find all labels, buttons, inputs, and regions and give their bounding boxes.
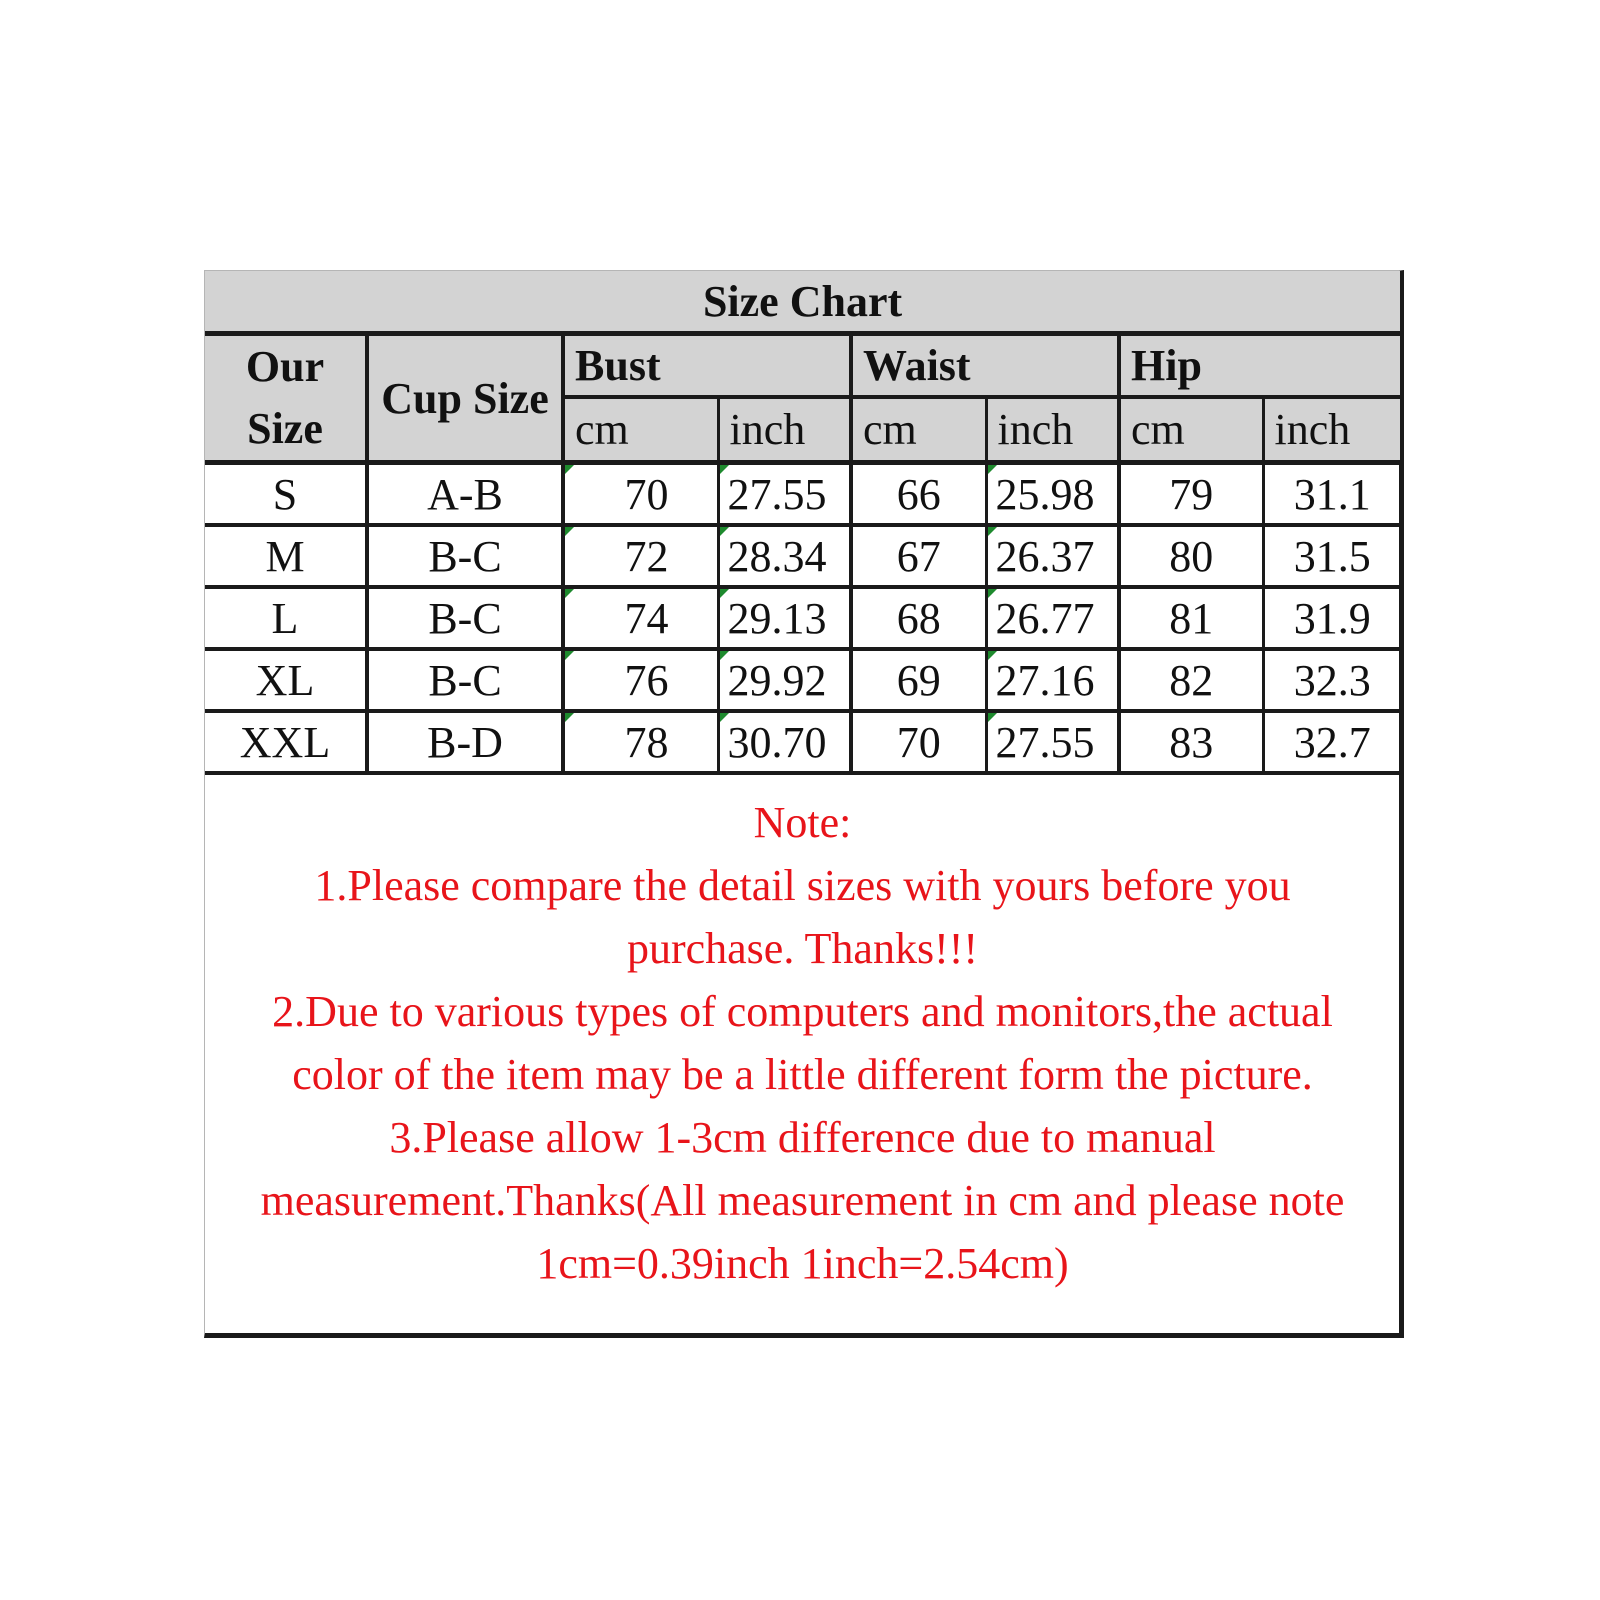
cell-bust-cm: 76 (563, 649, 718, 711)
cell-waist-inch: 27.16 (986, 649, 1119, 711)
note-heading: Note: (753, 798, 852, 847)
cell-hip-inch: 32.3 (1263, 649, 1400, 711)
table-row-xxl (205, 711, 1400, 773)
header-bust-cm: cm (563, 397, 718, 463)
cell-hip-cm: 80 (1119, 525, 1263, 587)
note-line: 1cm=0.39inch 1inch=2.54cm) (536, 1239, 1069, 1288)
cell-hip-cm: 83 (1119, 711, 1263, 773)
header-waist: Waist (851, 334, 1119, 397)
cell-bust-inch: 29.92 (718, 649, 851, 711)
cell-bust-cm: 74 (563, 587, 718, 649)
cell-hip-inch: 31.5 (1263, 525, 1400, 587)
table-title: Size Chart (205, 271, 1400, 334)
cell-waist-cm: 68 (851, 587, 986, 649)
cell-waist-cm: 67 (851, 525, 986, 587)
note-line: purchase. Thanks!!! (626, 924, 979, 973)
cell-waist-inch: 25.98 (986, 463, 1119, 526)
header-hip: Hip (1119, 334, 1400, 397)
note-line: measurement.Thanks(All measurement in cm and please note (260, 1176, 1345, 1225)
note-line: 1.Please compare the detail sizes with yours before you (314, 861, 1291, 910)
header-waist-cm: cm (851, 397, 986, 463)
cell-hip-inch: 31.9 (1263, 587, 1400, 649)
cell-size: XXL (205, 711, 367, 773)
cell-waist-inch: 26.77 (986, 587, 1119, 649)
cell-bust-cm: 78 (563, 711, 718, 773)
header-bust-inch: inch (718, 397, 851, 463)
header-our-size (205, 334, 367, 463)
cell-hip-cm: 79 (1119, 463, 1263, 526)
cell-size: L (205, 587, 367, 649)
cell-bust-inch: 28.34 (718, 525, 851, 587)
size-table (205, 271, 1400, 775)
header-hip-cm: cm (1119, 397, 1263, 463)
table-row-m (205, 525, 1400, 587)
cell-hip-cm: 82 (1119, 649, 1263, 711)
cell-hip-inch: 31.1 (1263, 463, 1400, 526)
note-block (205, 791, 1400, 1295)
cell-size: XL (205, 649, 367, 711)
cell-cup: B-D (367, 711, 563, 773)
cell-waist-cm: 66 (851, 463, 986, 526)
cell-cup: B-C (367, 525, 563, 587)
header-cup-size: Cup Size (367, 334, 563, 463)
header-our-size-line2: Size (247, 404, 323, 453)
cell-waist-inch: 26.37 (986, 525, 1119, 587)
note-line: color of the item may be a little different form the picture. (292, 1050, 1313, 1099)
cell-bust-inch: 29.13 (718, 587, 851, 649)
cell-bust-cm: 72 (563, 525, 718, 587)
cell-size: S (205, 463, 367, 526)
cell-waist-cm: 69 (851, 649, 986, 711)
size-chart-sheet (204, 270, 1404, 1338)
cell-bust-inch: 30.70 (718, 711, 851, 773)
header-bust: Bust (563, 334, 851, 397)
cell-hip-cm: 81 (1119, 587, 1263, 649)
cell-hip-inch: 32.7 (1263, 711, 1400, 773)
header-hip-inch: inch (1263, 397, 1400, 463)
cell-cup: B-C (367, 649, 563, 711)
cell-waist-cm: 70 (851, 711, 986, 773)
header-waist-inch: inch (986, 397, 1119, 463)
cell-bust-inch: 27.55 (718, 463, 851, 526)
cell-waist-inch: 27.55 (986, 711, 1119, 773)
cell-cup: A-B (367, 463, 563, 526)
header-our-size-line1: Our (245, 342, 325, 391)
note-line: 3.Please allow 1-3cm difference due to manual (389, 1113, 1216, 1162)
table-row-xl (205, 649, 1400, 711)
cell-cup: B-C (367, 587, 563, 649)
table-row-s (205, 463, 1400, 526)
table-row-l (205, 587, 1400, 649)
cell-bust-cm: 70 (563, 463, 718, 526)
cell-size: M (205, 525, 367, 587)
note-line: 2.Due to various types of computers and monitors,the actual (272, 987, 1333, 1036)
